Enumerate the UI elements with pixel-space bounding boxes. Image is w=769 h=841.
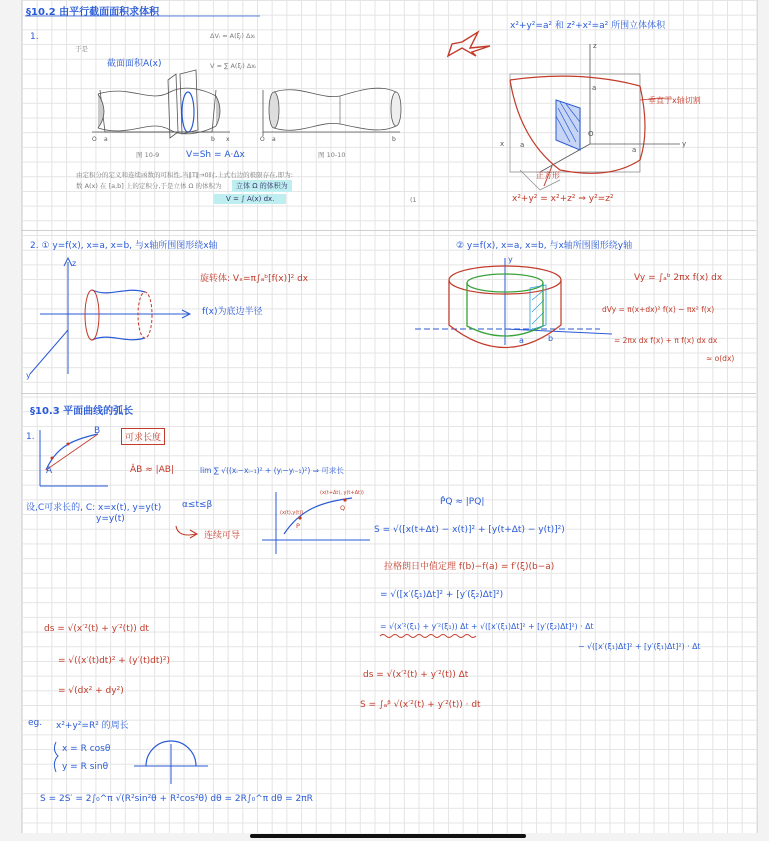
svg-text:y: y [682, 140, 687, 148]
point-b: B [94, 426, 101, 436]
book-text: 由定积分的定义和连续函数的可积性,当‖T‖→0时,上式右边的极限存在,即为: [76, 171, 293, 179]
svg-text:b: b [211, 136, 215, 143]
shell-derivation-2: = 2πx dx f(x) + π f(x) dx dx [614, 336, 718, 345]
example-label: eg. [28, 718, 43, 728]
lagrange-theorem: 拉格朗日中值定理 f(b)−f(a) = f′(ξ)(b−a) [384, 562, 555, 572]
svg-text:O: O [588, 130, 594, 138]
example-x: x = R cosθ [62, 744, 111, 754]
ds-left: ds = √(x′²(t) + y′²(t)) dt [44, 624, 149, 634]
shell-derivation: dVy = π(x+dx)² f(x) − πx² f(x) [602, 305, 715, 314]
limit-formula: lim ∑ √((xᵢ−xᵢ₋₁)² + (yᵢ−yᵢ₋₁)²) ⇒ 可求长 [200, 466, 344, 475]
section-divider [21, 230, 756, 231]
arc-sketch [40, 430, 108, 486]
rotation-x-title: 2. ① y=f(x), x=a, x=b, 与x轴所围图形绕x轴 [30, 241, 218, 251]
shell-formula: Vy = ∫ₐᵇ 2πx f(x) dx [634, 273, 723, 283]
radius-note: f(x)为底边半径 [202, 307, 263, 317]
svg-text:a: a [632, 146, 637, 154]
pq-sketch [262, 492, 370, 554]
arc-approx: ÂB ≈ |AB| [130, 465, 174, 475]
svg-text:a: a [520, 141, 525, 149]
page-title: §10.2 由平行截面面积求体积 [26, 7, 160, 18]
item-number: 1. [26, 432, 35, 442]
step-3: − √([x′(ξ₁)Δt]² + [y′(ξ₁)Δt]²) · Δt [578, 642, 701, 651]
step-1: = √([x′(ξ₁)Δt]² + [y′(ξ₂)Δt]²) [380, 590, 504, 600]
home-indicator[interactable] [250, 834, 526, 838]
svg-text:a: a [104, 136, 108, 143]
perpendicular-note: 垂直于x轴切割 [648, 96, 701, 105]
cross-section-label: 截面面积A(x) [107, 59, 162, 69]
svg-text:y: y [26, 371, 31, 380]
cylinder-bottom-eq: x²+y² = x²+z² ⇒ y²=z² [512, 194, 614, 204]
ds-left-2: = √((x′(t)dt)² + (y′(t)dt)²) [58, 656, 171, 666]
rotation-y-title: ② y=f(x), x=a, x=b, 与x轴所围图形绕y轴 [456, 241, 633, 251]
formula-sum: V ≈ ∑ A(ξᵢ) Δxᵢ [210, 62, 257, 70]
shell-sketch-y [415, 255, 612, 348]
pq-approx: P̂Q ≈ |PQ| [440, 497, 485, 507]
rotation-sketch-x [26, 258, 190, 380]
ds-left-3: = √(dx² + dy²) [58, 686, 124, 696]
example-title: x²+y²=R² 的周长 [56, 721, 129, 731]
figure-10-9 [92, 70, 230, 143]
figure-10-10 [260, 88, 401, 143]
volume-approx: V=Sh = A·Δx [186, 150, 245, 160]
segment-length: S = √([x(t+Δt) − x(t)]² + [y(t+Δt) − y(t)]²) [374, 525, 565, 535]
q-coords: (x(t+Δt), y(t+Δt)) [320, 490, 364, 496]
example-y: y = R sinθ [62, 762, 109, 772]
figure-caption: 图 10-10 [318, 151, 346, 159]
svg-text:a: a [519, 336, 524, 345]
small-o: ≈ o(dx) [706, 354, 735, 363]
equation-number: (1 [410, 196, 417, 204]
square-note: 正方形 [536, 171, 560, 180]
svg-text:b: b [392, 136, 396, 143]
param-range: α≤t≤β [182, 500, 213, 510]
highlight: 立体 Ω 的体积为 [232, 180, 292, 192]
ds-right: ds = √(x′²(t) + y′²(t)) Δt [363, 670, 469, 680]
svg-text:a: a [592, 84, 597, 92]
circumference-result: S = 2S′ = 2∫₀^π √(R²sin²θ + R²cos²θ) dθ = 2R∫₀^π dθ = 2πR [40, 794, 313, 804]
svg-text:x: x [226, 136, 230, 143]
svg-text:O: O [92, 136, 97, 143]
point-a: A [46, 466, 53, 476]
text-yushi: 于是 [75, 45, 88, 53]
svg-text:x: x [500, 140, 505, 148]
p-coords: (x(t),y(t)) [280, 510, 304, 516]
rotation-x-formula: 旋转体: Vₓ=π∫ₐᵇ[f(x)]² dx [200, 274, 309, 284]
star-icon [448, 32, 490, 56]
arc-length-formula: S = ∫ₐᵝ √(x′²(t) + y′²(t)) · dt [360, 700, 481, 710]
param-y: y=y(t) [96, 514, 125, 524]
section-divider [21, 393, 756, 394]
svg-text:b: b [548, 334, 554, 343]
cylinder-title: x²+y²=a² 和 z²+x²=a² 所围立体体积 [510, 21, 666, 31]
figure-caption: 图 10-9 [136, 151, 160, 159]
cylinder-figure [500, 42, 686, 190]
point-q: Q [340, 504, 346, 512]
item-number: 1. [30, 32, 39, 42]
svg-text:z: z [72, 259, 77, 268]
section-title: §10.3 平面曲线的弧长 [30, 406, 134, 417]
book-text: 数 A(x) 在 [a,b] 上的定积分,于是立体 Ω 的体积为 [76, 182, 222, 190]
step-2: = √(x′²(ξ₁) + y′²(ξ₁)) Δt + √([x′(ξ₁)Δt]² + [y′(ξ₂)Δt]²) · Δt [380, 622, 594, 631]
continuous-note: 连续可导 [204, 531, 241, 541]
svg-text:y: y [508, 255, 513, 264]
svg-text:a: a [272, 136, 276, 143]
param-assumption: 设,C可求长的, C: x=x(t), y=y(t) [26, 503, 162, 513]
measurable-box: 可求长度 [121, 428, 165, 445]
point-p: P [296, 522, 300, 530]
svg-text:z: z [593, 42, 597, 50]
volume-formula: V = ∫ A(x) dx. [214, 194, 286, 204]
svg-text:O: O [260, 136, 265, 143]
formula-delta: ΔVᵢ ≈ A(ξᵢ) Δxᵢ [210, 32, 256, 40]
